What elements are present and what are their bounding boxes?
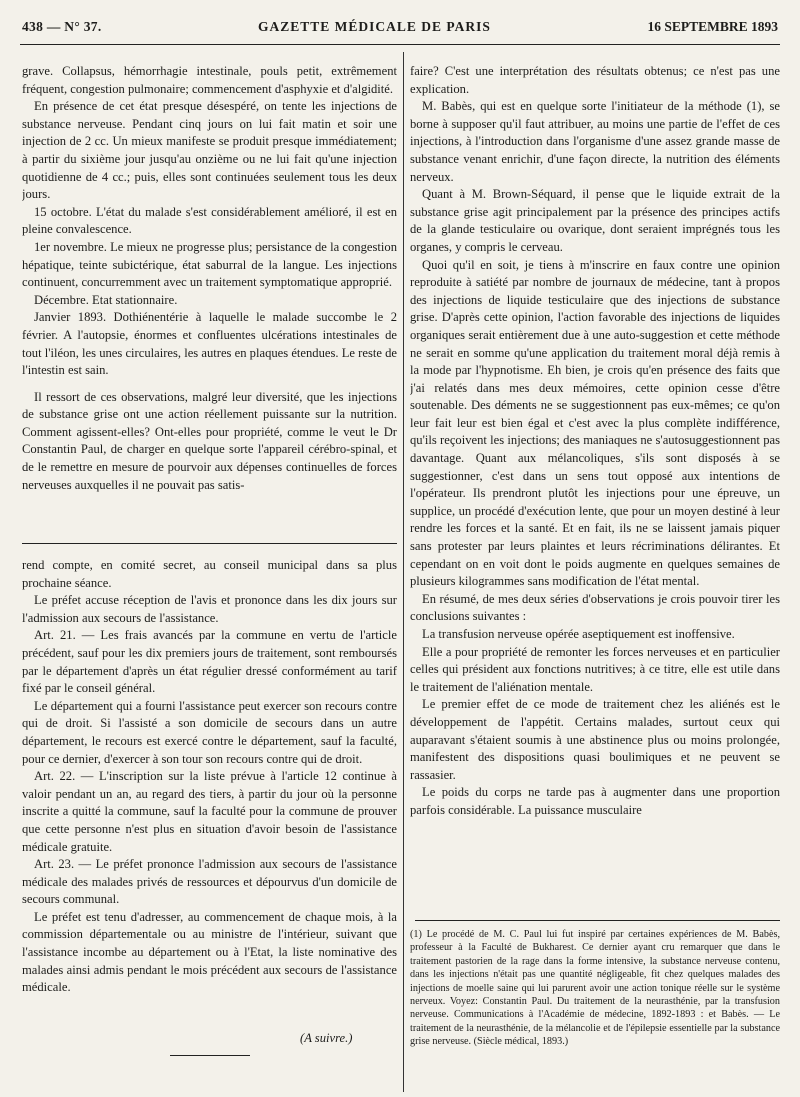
paragraph: Le préfet accuse réception de l'avis et prononce dans les dix jours sur l'admission aux secours de l'assistance.	[22, 593, 397, 625]
end-rule	[170, 1055, 250, 1056]
paragraph: Le département qui a fourni l'assistance peut exercer son recours contre qui de droit. Si l'assisté a son domicile de secours dans un autre département, le recours est exercé contre le département, sauf la faculté, pour ce dernier, d'exercer à son tour son recours contre qui de droit.	[22, 698, 397, 766]
page-header	[22, 14, 778, 40]
paragraph: Il ressort de ces observations, malgré leur diversité, que les injections de substance grise ont une action réellement puissante sur la nutrition. Comment agissent-elles? Ont-elles pour propriété, comme le veut le Dr Constantin Paul, de charger en quelque sorte l'appareil cérébro-spinal, et de le remettre en mesure de pourvoir aux dépenses continuelles de forces nerveuses auxquelles il ne pouvait pas satis-	[22, 389, 397, 492]
paragraph: Décembre. Etat stationnaire.	[34, 292, 178, 307]
header-divider	[20, 44, 780, 45]
paragraph: Art. 22. — L'inscription sur la liste prévue à l'article 12 continue à valoir pendant un an, au regard des tiers, à partir du jour où la personne inscrite a quitté la commune, sauf la faculté pour la commune de prouver que cette personne n'est plus en situation d'avoir besoin de l'assistance médicale gratuite.	[22, 769, 397, 854]
left-column-article	[22, 63, 397, 531]
page-number: 438 — N° 37.	[22, 19, 102, 34]
footnote-divider	[415, 920, 780, 921]
paragraph: Art. 23. — Le préfet prononce l'admission aux secours de l'assistance médicale des malades privés de ressources et dépourvus d'un domicile de secours communal.	[22, 857, 397, 907]
paragraph: Quant à M. Brown-Séquard, il pense que le liquide extrait de la substance grise agit principalement par la présence des principes actifs de la glande testiculaire ou ovarique, dont seraient imprégnés tous les organes, y compris le cerveau.	[410, 187, 780, 254]
paragraph: En présence de cet état presque désespéré, on tente les injections de substance nerveuse. Pendant cinq jours on lui fait matin et soir une injection de 2 cc. Un mieux manifeste se produit presque immédiatement; à partir du sixième jour jusqu'au onzième ou ne lui fait qu'une injection quotidienne de 4 cc.; puis, elles sont continuées seulement tous les deux jours.	[22, 99, 397, 202]
paragraph: Le poids du corps ne tarde pas à augmenter dans une proportion parfois considérable. La puissance musculaire	[410, 785, 780, 817]
footnote: (1) Le procédé de M. C. Paul lui fut inspiré par certaines expériences de M. Babès, professeur à la Faculté de Bukharest. Ce dernier ayant cru remarquer que dans le traitement pastorien de la rage dans la forme intensive, la substance nerveuse contenu, dans les injections n'était pas une quantité négligeable, fit chez quelques malades des injections de moelle saine qui lui parurent avoir une action tonique réelle sur le système nerveux. Voyez: Constantin Paul. Du traitement de la neurasthénie, par la transfusion nerveuse. Communications à l'Académie de médecine, 1892-1893 : et Babès. — Le traitement de la neurasthénie, de la mélancolie et de l'épilepsie essentielle par la substance grise nerveuse. (Siècle médical, 1893.)	[410, 929, 780, 1048]
paragraph: M. Babès, qui est en quelque sorte l'initiateur de la méthode (1), se borne à supposer qu'il faut attribuer, au moins une partie de l'effet de ces injections, à l'introduction dans l'organisme d'une assez grande masse de substance venant enrichir, d'une façon directe, la nutrition des éléments nerveux.	[410, 99, 780, 184]
left-column-law-text	[22, 557, 397, 1057]
issue-date: 16 SEPTEMBRE 1893	[647, 19, 778, 34]
paragraph: Le premier effet de ce mode de traitement chez les aliénés est le développement de l'appétit. Certains malades, surtout ceux qui auparavant s'étaient soumis à une abstinence plus ou moins prolongée, manifestent des dispositions quasi boulimiques et ne peuvent se rassasier.	[410, 697, 780, 782]
right-column-article	[410, 63, 780, 921]
paragraph: Janvier 1893. Dothiénentérie à laquelle le malade succombe le 2 février. A l'autopsie, énormes et confluentes ulcérations intestinales de tout l'iléon, les unes circulaires, les autres en plaques étendues. Le reste de l'intestin est sain.	[22, 310, 397, 378]
paragraph: rend compte, en comité secret, au conseil municipal dans sa plus prochaine séance.	[22, 558, 397, 590]
paragraph: Art. 21. — Les frais avancés par la commune en vertu de l'article précédent, sauf pour les dix premiers jours de traitement, sont remboursés par le département d'après un état régulier dressé conformément au tarif fixé par le conseil général.	[22, 628, 397, 696]
paragraph: grave. Collapsus, hémorrhagie intestinale, pouls petit, extrêmement fréquent, congestion pulmonaire; commencement d'asphyxie et d'algidité.	[22, 64, 397, 96]
paragraph: Le préfet est tenu d'adresser, au commencement de chaque mois, à la commission départementale ou au ministre de l'intérieur, suivant que l'assistance incombe au département ou à l'Etat, la liste nominative des malades ainsi admis pendant le mois précédent aux secours de l'assistance médicale.	[22, 909, 397, 995]
paragraph: faire? C'est une interprétation des résultats obtenus; ce n'est pas une explication.	[410, 64, 780, 96]
section-divider	[22, 543, 397, 544]
paragraph: 1er novembre. Le mieux ne progresse plus; persistance de la congestion hépatique, teinte subictérique, état saburral de la langue. Les injections continuent, concurremment avec un traitement symptomatique approprié.	[22, 239, 397, 290]
column-divider	[403, 52, 404, 1092]
paragraph: Quoi qu'il en soit, je tiens à m'inscrire en faux contre une opinion reproduite à satiété par nombre de journaux de médecine, tant à propos des injections de liquide testiculaire que des injections de substance grise. D'après cette opinion, l'action favorable des injections de liquides organiques serait entièrement due à une auto-suggestion et cette méthode ne serait en somme qu'une application du traitement moral déjà remis à la mode par l'hypnotisme. Eh bien, je crois qu'en présence des faits que j'ai relatés dans mes deux mémoires, cette opinion cesse d'être soutenable. Des déments ne se suggestionnent pas eux-mêmes; ce qu'on leur fait leur est bien égal et c'est avec la plus complète indifférence, qu'ils reçoivent les injections; des maniaques ne s'autosuggestionnent pas davantage. Quant aux mélancoliques, s'ils sont disposés à se suggestionner, c'est dans un sens tout opposé aux intentions de l'opérateur. Ils prendront plutôt les injections pour une épreuve, un supplice, un procédé d'exécution lente, que pour un moyen destiné à leur rendre les forces et la santé. Et en fait, ils ne se laissent jamais piquer sans protester par leurs plaintes et leurs récriminations délirantes. Et cependant on en voit dont le poids augmente en quelques semaines de plusieurs kilogrammes sans modification de l'état mental.	[410, 257, 780, 589]
journal-title: GAZETTE MÉDICALE DE PARIS	[258, 19, 491, 34]
paragraph: 15 octobre. L'état du malade s'est considérablement amélioré, il est en pleine convalescence.	[22, 204, 397, 237]
to-be-continued: (A suivre.)	[300, 1031, 353, 1045]
paragraph: Elle a pour propriété de remonter les forces nerveuses et en particulier celles qui président aux fonctions nutritives; à ce titre, elle est utile dans le traitement de l'aliénation mentale.	[410, 644, 780, 694]
paragraph: La transfusion nerveuse opérée aseptiquement est inoffensive.	[422, 627, 735, 641]
paragraph: En résumé, de mes deux séries d'observations je crois pouvoir tirer les conclusions suivantes :	[410, 591, 780, 624]
